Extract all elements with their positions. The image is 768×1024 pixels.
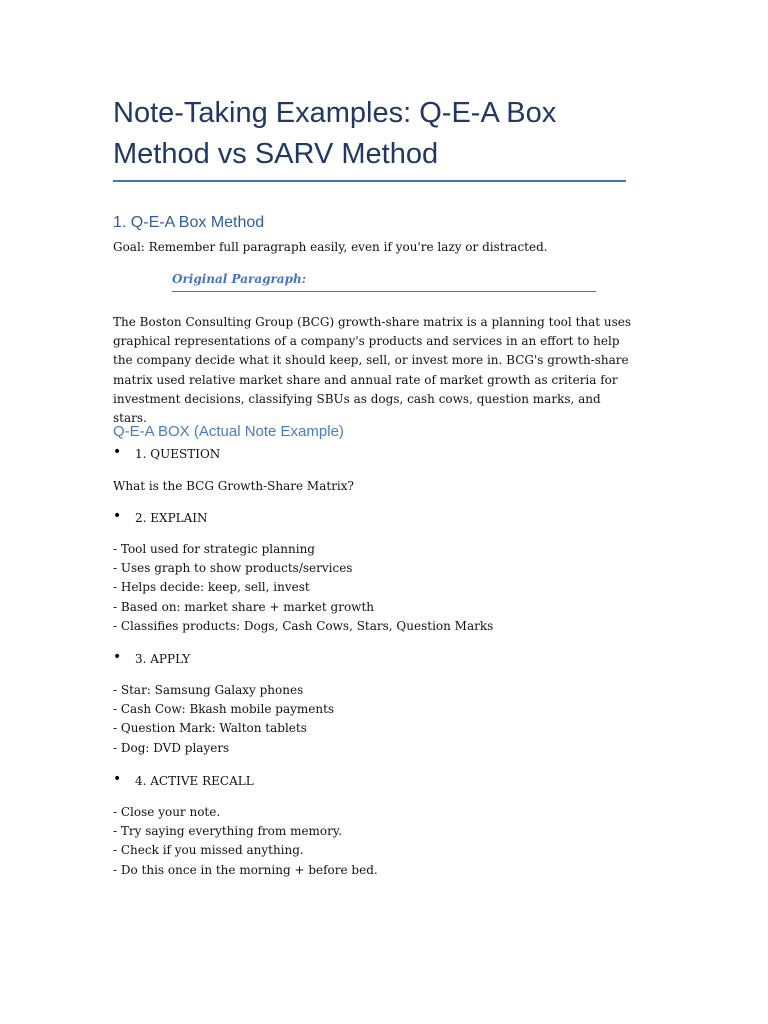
- explain-line: - Based on: market share + market growth: [113, 599, 374, 614]
- apply-line: - Dog: DVD players: [113, 740, 230, 755]
- explain-line: - Tool used for strategic planning: [113, 542, 315, 556]
- bullet-icon: •: [113, 444, 122, 460]
- active-recall-line: - Do this once in the morning + before bed.: [113, 862, 378, 877]
- explain-line: - Uses graph to show products/services: [113, 561, 353, 576]
- apply-line: - Cash Cow: Bkash mobile payments: [113, 702, 335, 717]
- original-paragraph-heading: Original Paragraph:: [172, 272, 307, 286]
- active-recall-line: - Close your note.: [113, 805, 221, 819]
- active-recall-label: 4. ACTIVE RECALL: [135, 774, 254, 788]
- active-recall-lines: [113, 803, 378, 880]
- section-heading-qea-method: 1. Q-E-A Box Method: [113, 214, 265, 231]
- active-recall-line: - Check if you missed anything.: [113, 843, 304, 858]
- original-paragraph-divider: [172, 291, 596, 292]
- explain-lines: [113, 540, 493, 636]
- bullet-icon: •: [113, 771, 122, 787]
- apply-lines: [113, 681, 334, 758]
- explain-line: - Classifies products: Dogs, Cash Cows, Stars, Question Marks: [113, 618, 494, 633]
- apply-label: 3. APPLY: [135, 652, 191, 666]
- explain-line: - Helps decide: keep, sell, invest: [113, 580, 310, 595]
- document-title: Note-Taking Examples: Q-E-A Box Method vs SARV Method: [113, 97, 557, 170]
- title-divider: [113, 180, 626, 182]
- original-paragraph: The Boston Consulting Group (BCG) growth-share matrix is a planning tool that uses graphical representations of a company's products and services in an effort to help the company decide what it should keep, sell, or invest more in. BCG's growth-share matrix used relative market share and annual rate of market growth as criteria for investment decisions, classifying SBUs as dogs, cash cows, question marks, and stars.: [113, 315, 632, 426]
- qea-box-heading: Q-E-A BOX (Actual Note Example): [113, 423, 344, 440]
- question-label: 1. QUESTION: [135, 447, 221, 461]
- explain-label: 2. EXPLAIN: [135, 511, 208, 525]
- active-recall-line: - Try saying everything from memory.: [113, 824, 342, 839]
- goal-text: Goal: Remember full paragraph easily, even if you're lazy or distracted.: [113, 240, 548, 254]
- bullet-icon: •: [113, 508, 122, 524]
- apply-line: - Question Mark: Walton tablets: [113, 721, 307, 736]
- bullet-icon: •: [113, 649, 122, 665]
- apply-line: - Star: Samsung Galaxy phones: [113, 683, 304, 697]
- question-text: What is the BCG Growth-Share Matrix?: [113, 479, 354, 493]
